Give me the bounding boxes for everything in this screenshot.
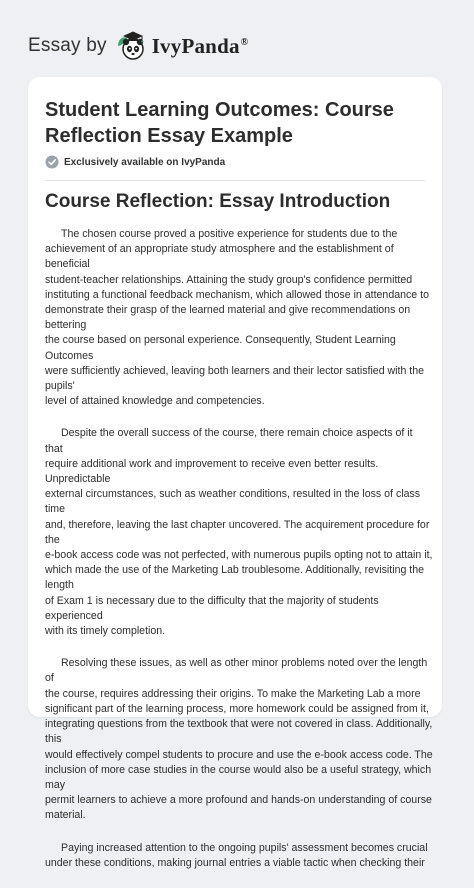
- site-header: [28, 26, 448, 66]
- essay-by-label: Essay by: [28, 35, 107, 56]
- ivypanda-logo[interactable]: [115, 30, 249, 62]
- brand-name: IvyPanda®: [151, 33, 249, 58]
- availability-text: Exclusively available on IvyPanda: [64, 156, 226, 168]
- essay-body: [45, 227, 433, 888]
- paragraph-3: Resolving these issues, as well as other minor problems noted over the length of the course, requires addressing their origins. To make the Marketing Lab a more significant part of the learning process, more homework could be assigned from it, integrating questions from the textbook that were not covered in class. Additionally, this would effectively compel students to procure and use the e-book access code. The inclusion of more case studies in the course would also be a useful strategy, which may permit learners to achieve a more profound and hands-on understanding of course material.: [45, 657, 433, 822]
- paragraph-1: The chosen course proved a positive experience for students due to the achievement of an appropriate study atmosphere and the establishment of beneficial student-teacher relationships. Attaining the study group's confidence permitted instituting a functional feedback mechanism, which allowed those in attendance to demonstrate their grasp of the learned material and give recommendations on bettering the course based on personal experience. Consequently, Student Learning Outcomes were sufficiently achieved, leaving both learners and their lector satisfied with the pupils' level of attained knowledge and competencies.: [45, 228, 429, 408]
- availability-badge: [45, 155, 225, 169]
- essay-title: Student Learning Outcomes: Course Reflection Essay Example: [45, 99, 394, 147]
- section-heading: Course Reflection: Essay Introduction: [45, 191, 391, 212]
- panda-logo-icon: [115, 30, 149, 62]
- check-badge-icon: [45, 155, 59, 169]
- paragraph-2: Despite the overall success of the course, there remain choice aspects of it that require additional work and improvement to receive even better results. Unpredictable external circumstances, such as weather conditions, resulted in the loss of class time and, therefore, leaving the last chapter uncovered. The acquirement procedure for the e-book access code was not perfected, with numerous pupils opting not to attain it, which made the use of the Marketing Lab troublesome. Additionally, revisiting the length of Exam 1 is necessary due to the difficulty that the majority of students experienced with its timely completion.: [45, 427, 433, 638]
- essay-card: [28, 77, 442, 869]
- paragraph-4: Paying increased attention to the ongoing pupils' assessment becomes crucial under these conditions, making journal entries a viable tactic when checking their: [45, 841, 428, 869]
- divider: [45, 180, 425, 181]
